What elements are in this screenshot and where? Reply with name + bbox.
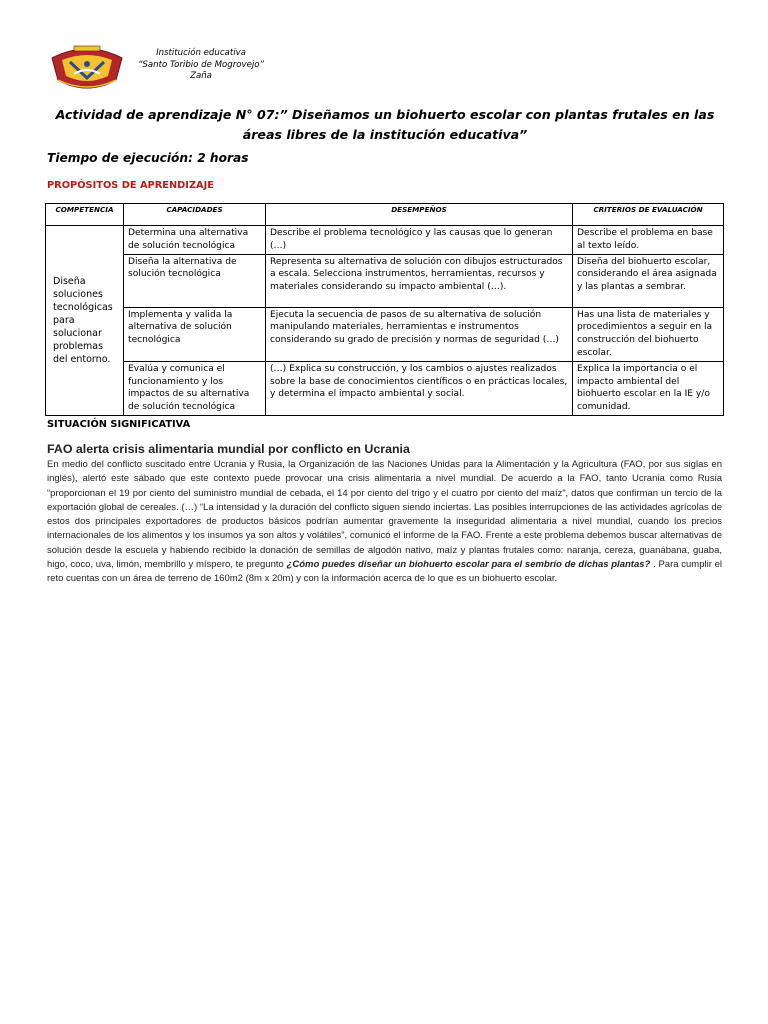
capacidad-cell: Implementa y valida la alternativa de solución tecnológica: [124, 307, 266, 361]
capacidad-cell: Determina una alternativa de solución tecnológica: [124, 226, 266, 255]
challenge-question: ¿Cómo puedes diseñar un biohuerto escolar para el sembrío de dichas plantas?: [286, 559, 651, 571]
desempeno-cell: Describe el problema tecnológico y las causas que lo generan (…): [266, 226, 573, 255]
document-header: [50, 44, 350, 94]
purposes-heading: PROPÓSITOS DE APRENDIZAJE: [47, 180, 214, 191]
header-desempenos: DESEMPEÑOS: [266, 204, 573, 226]
institution-name: [126, 48, 276, 83]
table-row: [46, 226, 724, 255]
execution-time: Tiempo de ejecución: 2 horas: [47, 151, 249, 165]
activity-title: Actividad de aprendizaje N° 07:” Diseñamos un biohuerto escolar con plantas frutales en las áreas libres de la institución educativa”: [55, 107, 715, 142]
header-capacidades: CAPACIDADES: [124, 204, 266, 226]
institution-line2: “Santo Toribio de Mogrovejo”: [137, 59, 265, 70]
school-crest-logo: [50, 44, 124, 92]
table-row: [46, 361, 724, 415]
situation-heading: SITUACIÓN SIGNIFICATIVA: [47, 419, 191, 430]
criterio-cell: Describe el problema en base al texto leído.: [573, 226, 724, 255]
criterio-cell: Diseña del biohuerto escolar, considerando el área asignada y las plantas a sembrar.: [573, 254, 724, 307]
news-body-part2: . Para cumplir el reto cuentas con un área de terreno de 160m2 (8m x 20m) y con la información acerca de lo que es un biohuerto escolar.: [47, 559, 722, 585]
competencia-cell: Diseña soluciones tecnológicas para solucionar problemas del entorno.: [46, 226, 124, 416]
news-body-part1: En medio del conflicto suscitado entre Ucrania y Rusia, la Organización de las Naciones Unidas para la Alimentación y la Agricultura (FAO, por sus siglas en inglés), alertó este sábado que este contexto puede provocar una crisis alimentaria a nivel mundial. De acuerdo a la FAO, tanto Ucrania como Rusia “proporcionan el 19 por ciento del suministro mundial de cebada, el 14 por ciento del trigo y el cuatro por ciento del maíz”, datos que confirman un tercio de la exportación global de cereales. (…) “La intensidad y la duración del conflicto siguen siendo inciertas. Las posibles interrupciones de las actividades agrícolas de estos dos principales exportadores de productos básicos podrían aumentar gravemente la inseguridad alimentaria a nivel mundial, cuando los precios internacionales de los alimentos y los insumos ya son altos y volátiles”, comunicó el informe de la FAO. Frente a este problema debemos buscar alternativas de solución desde la escuela y habiendo recibido la donación de semillas de algodón nativo, maíz y plantas frutales como: naranja, cereza, guanábana, guaba, higo, coco, uva, limón, membrillo y míspero, te pregunto: [47, 459, 722, 571]
news-body: [47, 458, 722, 587]
table-row: [46, 307, 724, 361]
table-header-row: [46, 204, 724, 226]
desempeno-cell: Ejecuta la secuencia de pasos de su alternativa de solución manipulando materiales, herramientas e instrumentos considerando su grado de precisión y normas de seguridad (…): [266, 307, 573, 361]
criterio-cell: Explica la importancia o el impacto ambiental del biohuerto escolar en la IE y/o comunidad.: [573, 361, 724, 415]
criterio-cell: Has una lista de materiales y procedimientos a seguir en la construcción del biohuerto escolar.: [573, 307, 724, 361]
capacidad-cell: Evalúa y comunica el funcionamiento y los impactos de su alternativa de solución tecnológica: [124, 361, 266, 415]
header-criterios: CRITERIOS DE EVALUACIÓN: [573, 204, 724, 226]
learning-purposes-table: [45, 203, 724, 416]
institution-line3: Zaña: [190, 71, 212, 81]
institution-line1: Institución educativa: [156, 48, 246, 58]
table-row: [46, 254, 724, 307]
desempeno-cell: (…) Explica su construcción, y los cambios o ajustes realizados sobre la base de conocimientos científicos o en prácticas locales, y determina el impacto ambiental y social.: [266, 361, 573, 415]
header-competencia: COMPETENCIA: [46, 204, 124, 226]
desempeno-cell: Representa su alternativa de solución con dibujos estructurados a escala. Selecciona instrumentos, herramientas, recursos y materiales considerando su impacto ambiental (…).: [266, 254, 573, 307]
capacidad-cell: Diseña la alternativa de solución tecnológica: [124, 254, 266, 307]
news-title: FAO alerta crisis alimentaria mundial por conflicto en Ucrania: [47, 442, 410, 456]
